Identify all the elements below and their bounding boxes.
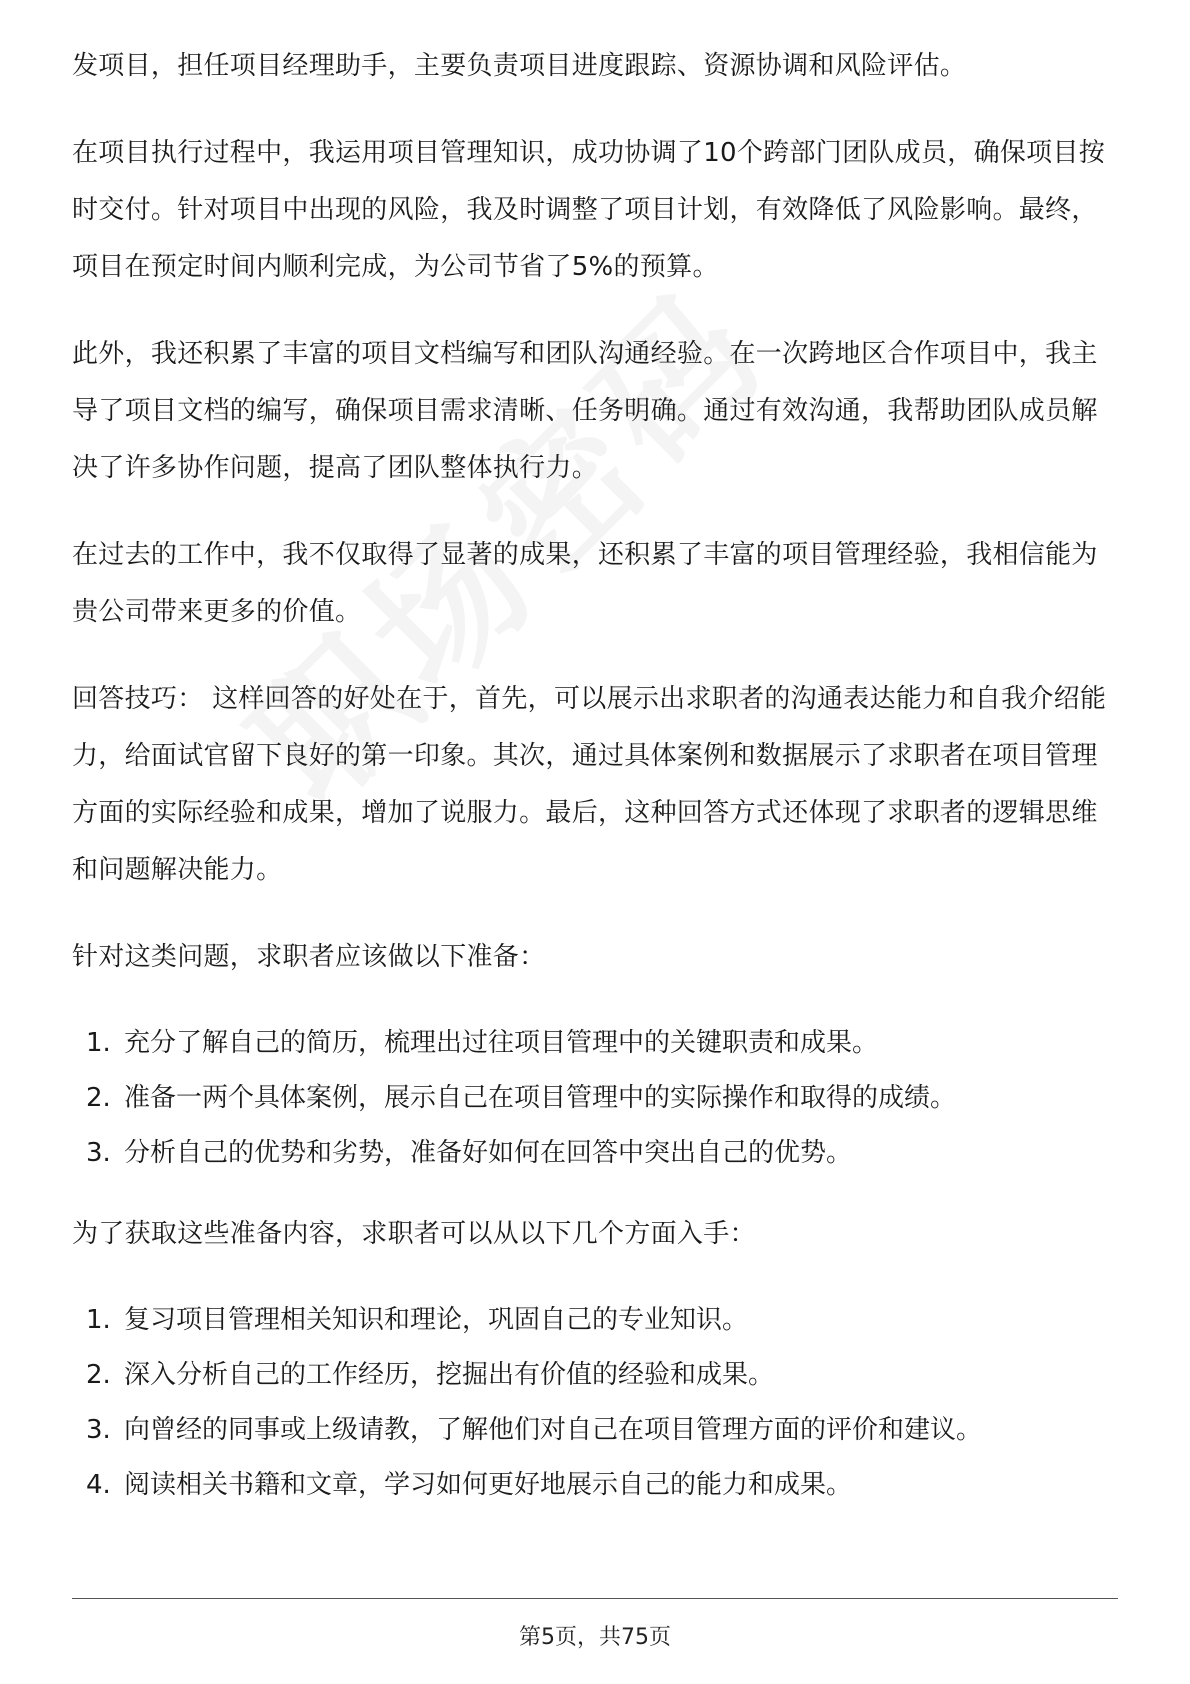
- list-item-text: 复习项目管理相关知识和理论，巩固自己的专业知识。: [124, 1305, 749, 1335]
- list-item: [72, 1458, 1118, 1513]
- list-number: 3.: [86, 1138, 111, 1168]
- list-item-text: 分析自己的优势和劣势，准备好如何在回答中突出自己的优势。: [124, 1138, 853, 1168]
- paragraph: 在项目执行过程中，我运用项目管理知识，成功协调了10个跨部门团队成员，确保项目按时交付。针对项目中出现的风险，我及时调整了项目计划，有效降低了风险影响。最终，项目在预定时间内顺利完成，为公司节省了5%的预算。: [72, 138, 1106, 282]
- list-item: [72, 1016, 1118, 1071]
- paragraph: 此外，我还积累了丰富的项目文档编写和团队沟通经验。在一次跨地区合作项目中，我主导了项目文档的编写，确保项目需求清晰、任务明确。通过有效沟通，我帮助团队成员解决了许多协作问题，提高了团队整体执行力。: [72, 339, 1098, 483]
- list-number: 1.: [86, 1028, 111, 1058]
- list-item: [72, 1293, 1118, 1348]
- list-number: 2.: [86, 1083, 111, 1113]
- list-number: 1.: [86, 1305, 111, 1335]
- footer-divider: [72, 1598, 1118, 1599]
- list-item-text: 充分了解自己的简历，梳理出过往项目管理中的关键职责和成果。: [124, 1028, 879, 1058]
- document-body: [72, 38, 1118, 1538]
- sources-intro: 为了获取这些准备内容，求职者可以从以下几个方面入手：: [72, 1219, 756, 1249]
- page-number: 第5页，共75页: [519, 1625, 671, 1650]
- paragraph: 发项目，担任项目经理助手，主要负责项目进度跟踪、资源协调和风险评估。: [72, 51, 967, 81]
- preparation-intro: 针对这类问题，求职者应该做以下准备：: [72, 942, 546, 972]
- list-number: 3.: [86, 1415, 111, 1445]
- list-item: [72, 1126, 1118, 1181]
- answer-tips-paragraph: 回答技巧： 这样回答的好处在于，首先，可以展示出求职者的沟通表达能力和自我介绍能力，给面试官留下良好的第一印象。其次，通过具体案例和数据展示了求职者在项目管理方面的实际经验和成果，增加了说服力。最后，这种回答方式还体现了求职者的逻辑思维和问题解决能力。: [72, 684, 1107, 885]
- list-item: [72, 1348, 1118, 1403]
- preparation-list: [72, 1016, 1118, 1181]
- list-item: [72, 1403, 1118, 1458]
- list-item-text: 阅读相关书籍和文章，学习如何更好地展示自己的能力和成果。: [124, 1470, 853, 1500]
- paragraph: 在过去的工作中，我不仅取得了显著的成果，还积累了丰富的项目管理经验，我相信能为贵公司带来更多的价值。: [72, 540, 1098, 627]
- list-number: 2.: [86, 1360, 111, 1390]
- list-item-text: 向曾经的同事或上级请教，了解他们对自己在项目管理方面的评价和建议。: [124, 1415, 983, 1445]
- list-item-text: 准备一两个具体案例，展示自己在项目管理中的实际操作和取得的成绩。: [124, 1083, 957, 1113]
- list-number: 4.: [86, 1470, 111, 1500]
- list-item-text: 深入分析自己的工作经历，挖掘出有价值的经验和成果。: [124, 1360, 775, 1390]
- sources-list: [72, 1293, 1118, 1513]
- list-item: [72, 1071, 1118, 1126]
